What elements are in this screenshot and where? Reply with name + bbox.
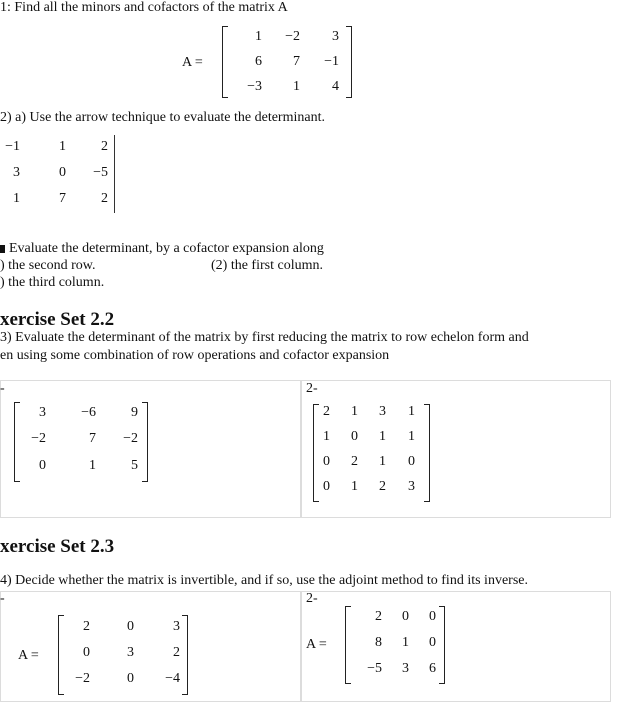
matrix-entry: 0 [323,454,330,469]
q3-text-line2: en using some combination of row operations and cofactor expansion [0,348,390,363]
q4-matrix-1-label: A = [18,648,39,663]
matrix-entry: 7 [293,54,300,69]
q2b-option-2: (2) the first column. [211,258,323,273]
matrix-entry: 3 [127,645,134,660]
matrix-entry: −2 [123,431,138,446]
matrix-entry: 0 [127,619,134,634]
matrix-entry: −6 [81,405,96,420]
matrix-entry: −4 [165,671,180,686]
matrix-entry: 0 [59,165,66,180]
matrix-entry: 7 [59,191,66,206]
matrix-entry: 2 [101,139,108,154]
matrix-entry: 1 [13,191,20,206]
matrix-entry: 4 [332,79,339,94]
exercise-2-2-title: xercise Set 2.2 [0,309,115,330]
matrix-entry: 6 [255,54,262,69]
matrix-entry: 1 [408,429,415,444]
q1-matrix-label: A = [182,55,203,70]
q3-label-1: - [0,381,5,396]
matrix-entry: 0 [351,429,358,444]
matrix-entry: −5 [367,661,382,676]
matrix-entry: 2 [379,479,386,494]
matrix-entry: −1 [5,139,20,154]
q2b-option-3: ) the third column. [0,275,105,290]
matrix-entry: 1 [402,635,409,650]
matrix-entry: 1 [59,139,66,154]
matrix-entry: −3 [247,79,262,94]
q4-matrix-2-label: A = [306,637,327,652]
q2b-intro: Evaluate the determinant, by a cofactor expansion along [0,241,324,257]
matrix-entry: 1 [255,29,262,44]
matrix-entry: 1 [351,479,358,494]
matrix-entry: 3 [379,404,386,419]
matrix-entry: 0 [429,609,436,624]
matrix-entry: 3 [332,29,339,44]
matrix-entry: 3 [13,165,20,180]
matrix-entry: −2 [285,29,300,44]
q4-matrix-1-grid [58,615,188,695]
matrix-entry: 2 [173,645,180,660]
matrix-entry: 2 [351,454,358,469]
q3-matrix-1 [14,402,148,482]
matrix-entry: 0 [429,635,436,650]
matrix-entry: 2 [83,619,90,634]
matrix-entry: 0 [402,609,409,624]
matrix-entry: 8 [375,635,382,650]
matrix-entry: 1 [323,429,330,444]
q2-text: 2) a) Use the arrow technique to evaluate the determinant. [0,110,325,125]
matrix-entry: 7 [89,431,96,446]
matrix-entry: 0 [127,671,134,686]
matrix-entry: 5 [131,458,138,473]
q3-label-2: 2- [306,381,318,396]
q4-text: 4) Decide whether the matrix is invertible, and if so, use the adjoint method to find its inverse. [0,573,528,588]
matrix-entry: 0 [408,454,415,469]
matrix-entry: 1 [379,454,386,469]
matrix-entry: −1 [324,54,339,69]
matrix-entry: −2 [75,671,90,686]
matrix-entry: 1 [379,429,386,444]
q3-matrix-2 [313,404,430,502]
matrix-entry: 3 [408,479,415,494]
q3-text-line1: 3) Evaluate the determinant of the matrix by first reducing the matrix to row echelon form and [0,330,529,345]
matrix-entry: 0 [323,479,330,494]
q3-matrix-1-grid [14,402,148,482]
q1-matrix [222,26,352,98]
q2-determinant [0,135,115,213]
matrix-entry: −5 [93,165,108,180]
matrix-entry: −2 [31,431,46,446]
matrix-entry: 3 [173,619,180,634]
matrix-entry: 2 [101,191,108,206]
exercise-2-3-title: xercise Set 2.3 [0,536,115,557]
q2-determinant-grid [0,135,115,213]
q1-text: 1: Find all the minors and cofactors of the matrix A [0,0,288,15]
matrix-entry: 6 [429,661,436,676]
q4-label-1: - [0,591,5,606]
matrix-entry: 1 [89,458,96,473]
matrix-entry: 2 [323,404,330,419]
matrix-entry: 0 [83,645,90,660]
q4-label-2: 2- [306,591,318,606]
q3-matrix-2-grid [313,404,430,502]
matrix-entry: 0 [39,458,46,473]
q2b-option-1: ) the second row. [0,258,96,273]
matrix-entry: 3 [402,661,409,676]
matrix-entry: 3 [39,405,46,420]
q4-matrix-2 [345,606,445,684]
matrix-entry: 9 [131,405,138,420]
matrix-entry: 1 [351,404,358,419]
q1-matrix-grid [222,26,352,98]
matrix-entry: 1 [293,79,300,94]
q4-matrix-1 [58,615,188,695]
q4-matrix-2-grid [345,606,445,684]
matrix-entry: 2 [375,609,382,624]
matrix-entry: 1 [408,404,415,419]
